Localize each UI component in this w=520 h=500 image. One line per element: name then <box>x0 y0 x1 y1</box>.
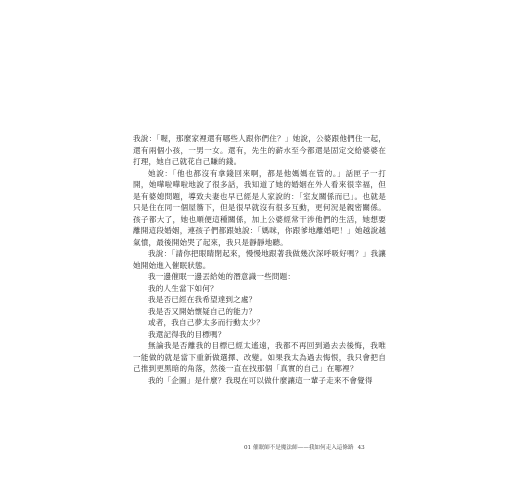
paragraph: 她說：「他也都沒有拿錢回來啊，都是他媽媽在管的。」話匣子一打開，她嘩啦嘩啦地說了很多話，我知道了她的婚姻在外人看來很幸福，但是有婆媳問題，導致夫妻也早已經是人家說的：「室友關係而已」。也就是只是住在同一個屋簷下，但是很早就沒有很多互動，更何況是親密關係。孩子都大了，她也順便這種關係，加上公婆經常干涉他們的生活，她想要離開這段婚姻，連孩子們都跟她說：「媽咪，你跟爹地離婚吧！」她越說越氣憤，最後開始哭了起來，我只是靜靜地聽。 <box>133 168 386 247</box>
chapter-title: 01 催眠師不是魔法師——我如何走入這條路 <box>244 445 354 451</box>
page-number: 43 <box>357 445 365 451</box>
paragraph: 我說：「請你把眼睛閉起來，慢慢地跟著我做幾次深呼吸好嗎？」我讓她開始進入催眠狀態。 <box>133 249 386 270</box>
question-line: 我的人生當下如何？ <box>148 283 218 293</box>
question-line: 我是否又開始懷疑自己的能力？ <box>148 306 257 316</box>
question-line: 我是否已經在我希望達到之處？ <box>148 295 257 304</box>
paragraph: 無論我是否離我的目標已經太遙遠，我都不再回到過去去後悔，我唯一能做的就是當下重新做選擇、改變。如果我太為過去悔恨，我只會把自己推到更黑暗的角落，然後一直在找那個「真實的自己」在哪裡？ <box>133 341 386 373</box>
question-line: 或者，我自己夢太多而行動太少？ <box>148 318 265 327</box>
paragraph: 我的「企圖」是什麼？我現在可以做什麼讓這一輩子走來不會覺得 <box>148 375 373 385</box>
question-line: 我還記得我的目標嗎？ <box>148 329 226 339</box>
paragraph: 我說：「喔，那麼家裡還有哪些人跟你們住？」她說，公婆跟他們住一起，還有兩個小孩，一男一女。還有，先生的薪水至今都還是固定交給婆婆在打理，她自己就花自己賺的錢。 <box>133 134 386 166</box>
running-footer <box>244 444 394 452</box>
body-text <box>133 133 386 386</box>
paragraph: 我一邊催眠一邊丟給她的潛意識一些問題： <box>148 272 296 281</box>
